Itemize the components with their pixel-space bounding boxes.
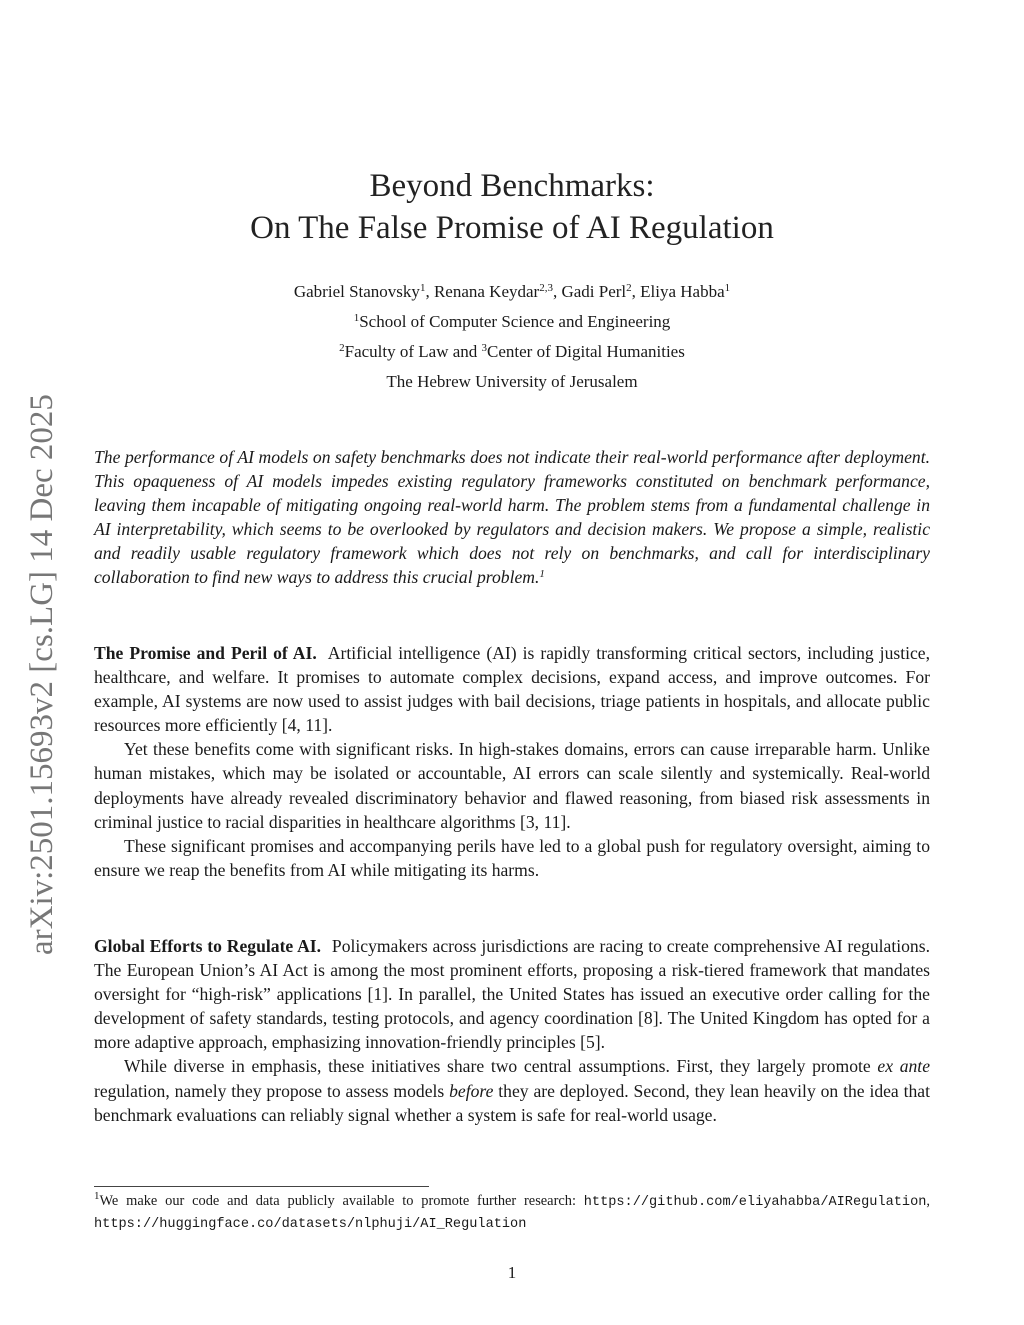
author-name: Renana Keydar: [433, 282, 540, 301]
paragraph-text: While diverse in emphasis, these initiatives share two central assumptions. First, they largely promote: [124, 1056, 878, 1077]
footnote-reference[interactable]: 1: [539, 568, 545, 581]
footnote-divider: [94, 1186, 429, 1187]
emphasis-text: before: [449, 1080, 494, 1101]
emphasis-text: ex ante: [877, 1056, 931, 1077]
paper-title-line-1: Beyond Benchmarks:: [369, 168, 655, 204]
author-affiliation-mark: 2,3: [539, 282, 553, 294]
affiliation-text: Faculty of Law and: [344, 342, 482, 361]
author-name: Eliya Habba: [640, 282, 725, 301]
author-separator: ,: [552, 282, 562, 301]
author-affiliation-mark: 1: [724, 282, 731, 294]
paragraph: These significant promises and accompanying perils have led to a global push for regulatory oversight, aiming to ensure we reap the benefits from AI while mitigating its harms.: [94, 835, 930, 880]
paragraph: Yet these benefits come with significant risks. In high-stakes domains, errors can cause irreparable harm. Unlike human mistakes, which may be isolated or accountable, AI errors can scale silently and systemically. Real-world deployments have already revealed discriminatory behavior and flawed reasoning, from biased risk assessments in criminal justice to racial disparities in healthcare algorithms [3, 11].: [94, 739, 930, 832]
affiliation-text: Center of Digital Humanities: [487, 342, 685, 361]
arxiv-identifier: arXiv:2501.15693v2 [cs.LG] 14 Dec 2025: [24, 394, 60, 955]
paper-title-line-2: On The False Promise of AI Regulation: [250, 210, 774, 246]
affiliation-mark: 2: [339, 342, 345, 354]
paragraph-text: they are deployed. Second, they lean heavily on the idea that benchmark evaluations can reliably signal whether a system is safe for real-world usage.: [94, 1080, 930, 1125]
affiliation-line-3: The Hebrew University of Jerusalem: [386, 372, 638, 391]
affiliation-mark: 3: [481, 342, 488, 354]
paragraph-text: Policymakers across jurisdictions are racing to create comprehensive AI regulations. The European Union’s AI Act is among the most prominent efforts, proposing a risk-tiered framework that mandates oversight for “high-risk” applications [1]. In parallel, the United States has issued an executive order calling for the development of safety standards, testing protocols, and agency coordination [8]. The United Kingdom has opted for a more adaptive approach, emphasizing innovation-friendly principles [5].: [94, 936, 930, 1053]
abstract: [94, 445, 930, 590]
abstract-text: The performance of AI models on safety benchmarks does not indicate their real-world performance after deployment. This opaqueness of AI models impedes existing regulatory frameworks constituted on benchmark performance, leaving them incapable of mitigating ongoing real-world harm. The problem stems from a fundamental challenge in AI interpretability, which seems to be overlooked by regulators and decision makers. We propose a simple, realistic and readily usable regulatory framework which does not rely on benchmarks, and call for interdisciplinary collaboration to find new ways to address this crucial problem.: [94, 447, 930, 588]
paragraph-text: Artificial intelligence (AI) is rapidly transforming critical sectors, including justice, healthcare, and welfare. It promises to automate complex decisions, expand access, and improve outcomes. For example, AI systems are now used to assist judges with bail decisions, triage patients in hospitals, and allocate public resources more efficiently [4, 11].: [94, 643, 931, 736]
author-separator: ,: [631, 282, 641, 301]
section-heading: Global Efforts to Regulate AI.: [94, 936, 322, 956]
footnote-text: We make our code and data publicly available to promote further research:: [99, 1193, 584, 1209]
footnote-separator: ,: [926, 1193, 930, 1209]
paragraph-text: regulation, namely they propose to assess models: [94, 1080, 450, 1101]
section-promise-and-peril: [94, 641, 930, 882]
author-name: Gabriel Stanovsky: [293, 282, 420, 301]
author-list: [0, 281, 1024, 303]
section-global-efforts: [94, 934, 930, 1127]
page-number: 1: [507, 1263, 517, 1282]
author-separator: ,: [425, 282, 434, 301]
affiliation-line-1: [0, 311, 1024, 333]
author-affiliation-mark: 2: [626, 282, 632, 294]
author-name: Gadi Perl: [561, 282, 627, 301]
github-link[interactable]: https://github.com/eliyahabba/AIRegulation: [583, 1195, 927, 1210]
section-heading: The Promise and Peril of AI.: [94, 643, 317, 663]
author-affiliation-mark: 1: [419, 282, 426, 294]
footnote: [94, 1191, 930, 1235]
paragraph: [94, 934, 930, 1054]
paragraph: [94, 641, 930, 737]
huggingface-link[interactable]: https://huggingface.co/datasets/nlphuji/AI_Regulation: [94, 1217, 527, 1232]
footnote-mark: 1: [94, 1190, 100, 1202]
affiliation-line-2: [0, 341, 1024, 363]
affiliation-mark: 1: [353, 312, 360, 324]
affiliation-text: School of Computer Science and Engineering: [359, 312, 671, 331]
paragraph: [94, 1054, 930, 1126]
